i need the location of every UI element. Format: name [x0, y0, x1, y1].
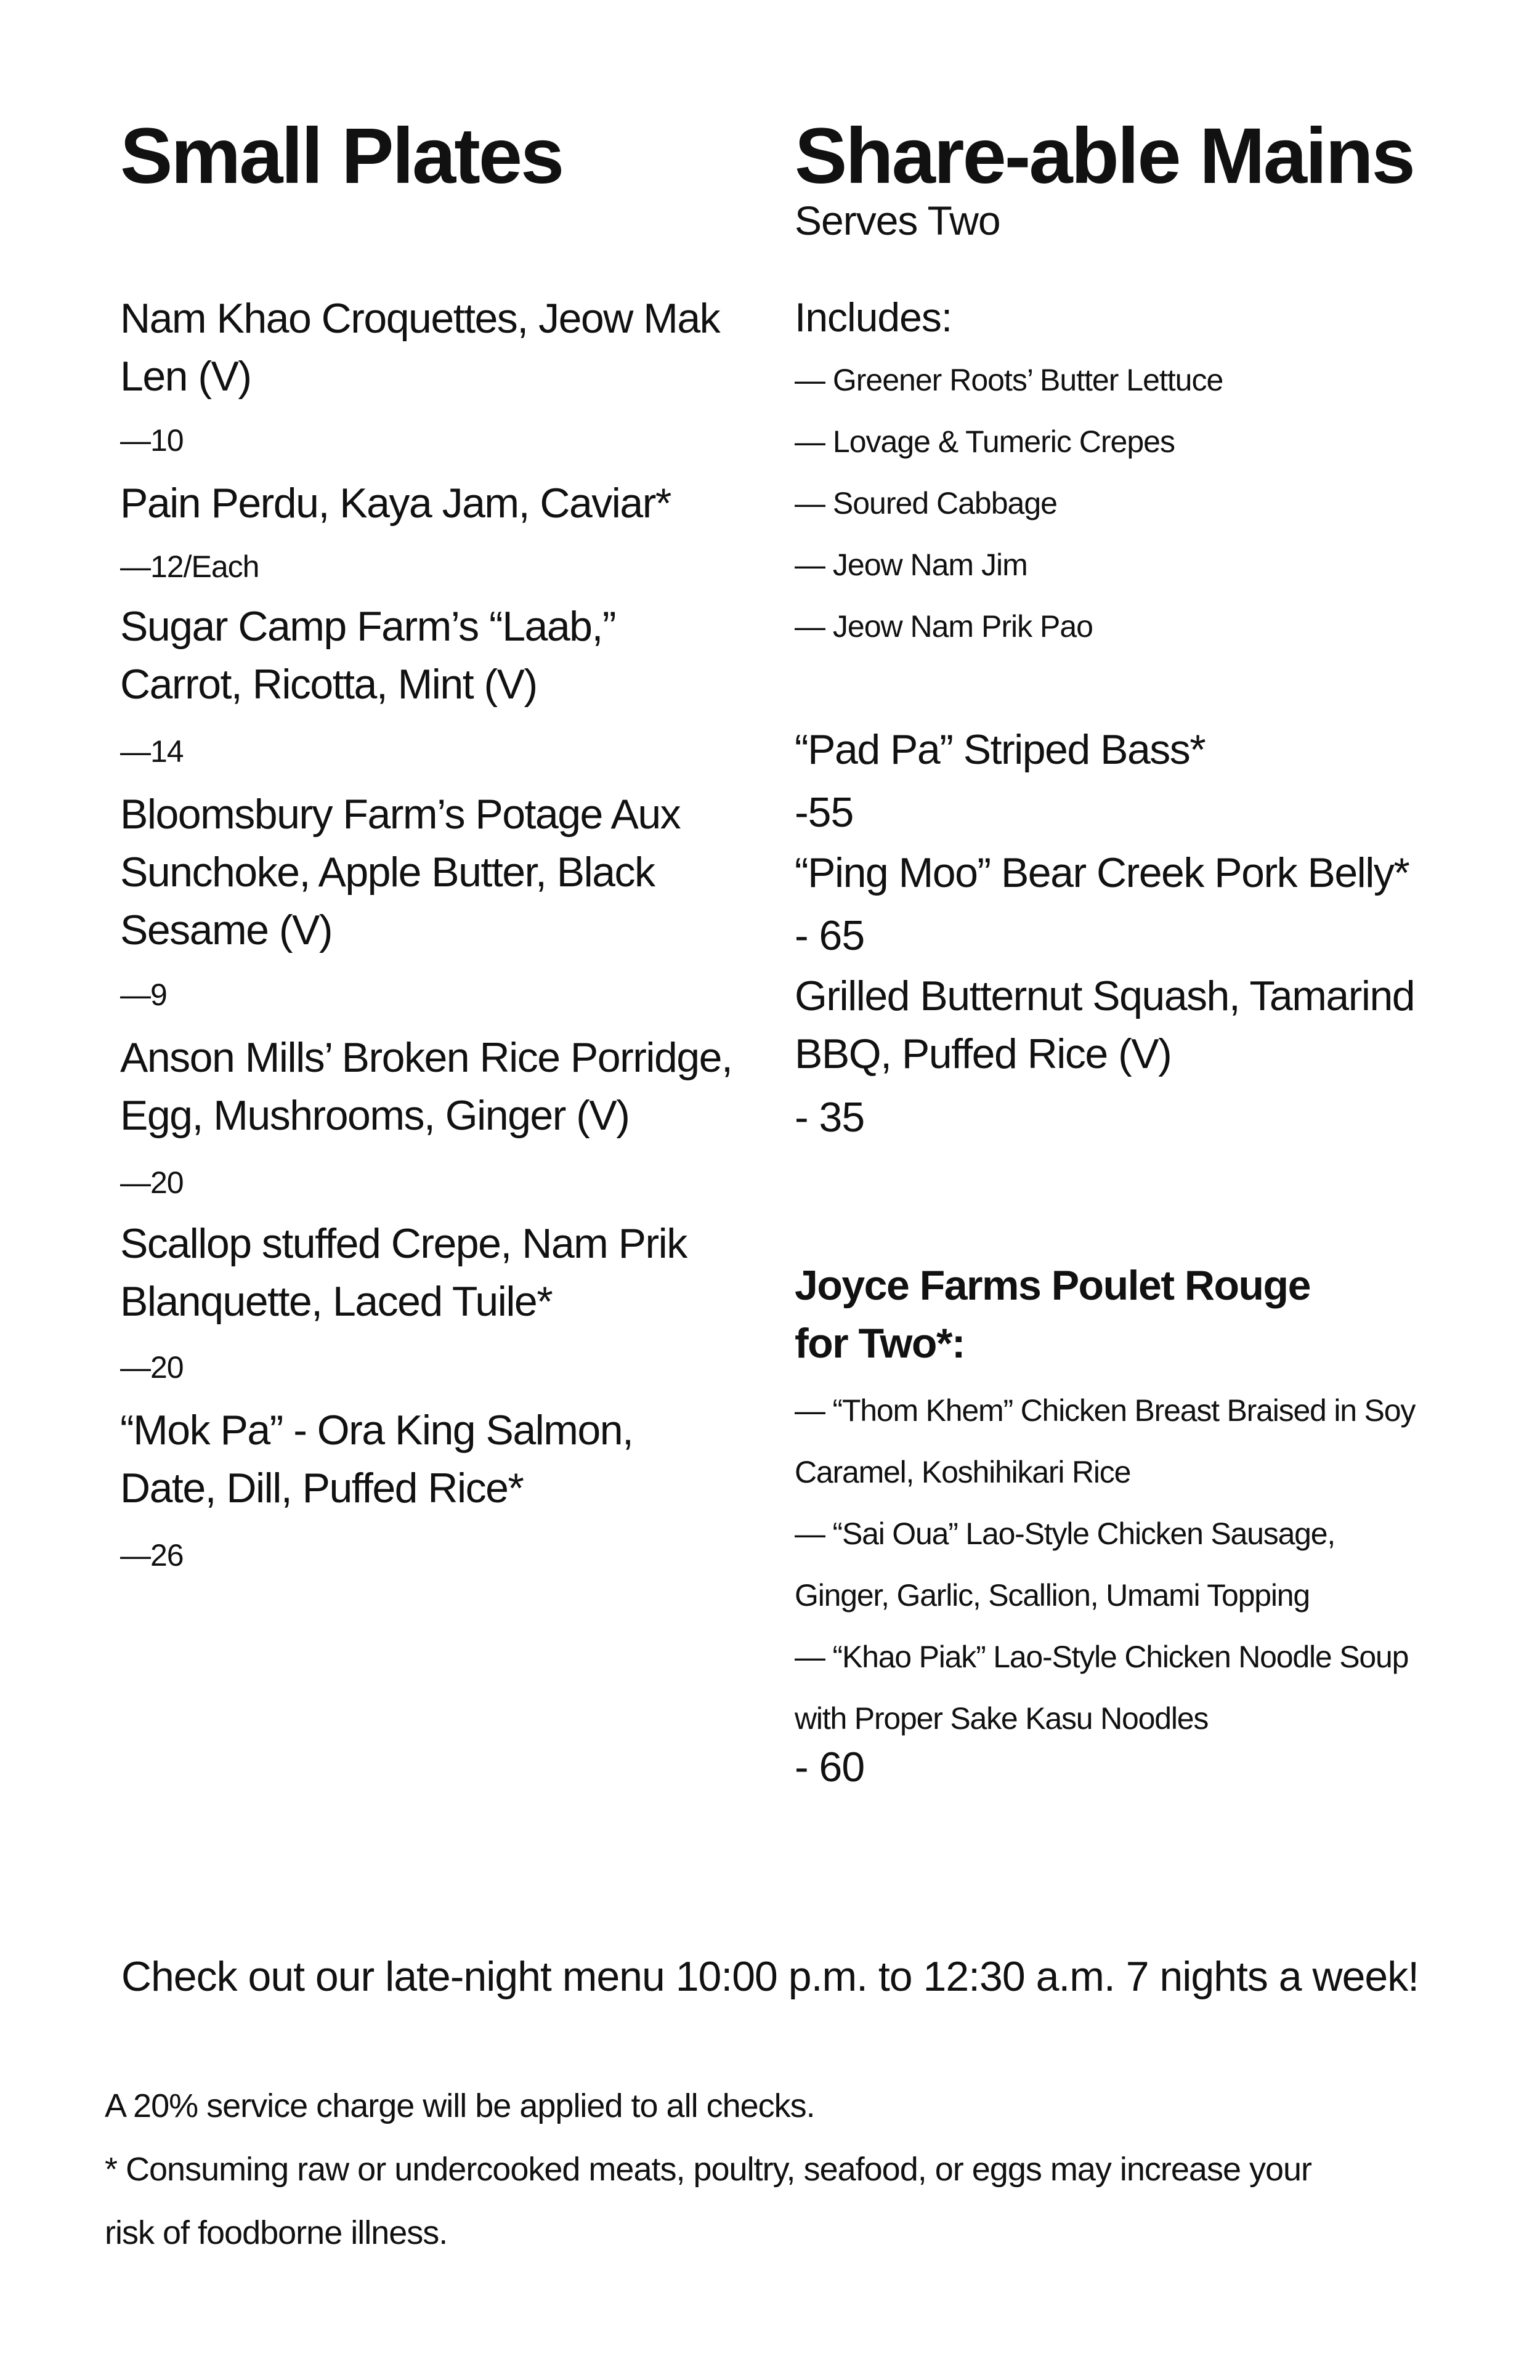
- menu-item-name: “Mok Pa” - Ora King Salmon, Date, Dill, Puffed Rice*: [120, 1407, 633, 1512]
- feature-detail: — “Sai Oua” Lao-Style Chicken Sausage, Ginger, Garlic, Scallion, Umami Topping: [795, 1516, 1335, 1613]
- menu-item-name: Nam Khao Croquettes, Jeow Mak Len (V): [120, 295, 720, 400]
- late-night-notice: Check out our late-night menu 10:00 p.m. to 12:30 a.m. 7 nights a week!: [121, 1953, 1419, 2000]
- menu-item-price: —12/Each: [120, 549, 259, 584]
- small-plates-title: Small Plates: [120, 112, 563, 200]
- main-item-name: “Pad Pa” Striped Bass*: [795, 726, 1206, 773]
- mains-title: Share-able Mains: [795, 112, 1414, 200]
- includes-item: — Lovage & Tumeric Crepes: [795, 424, 1175, 459]
- main-item-price: -55: [795, 789, 854, 836]
- menu-item-name: Pain Perdu, Kaya Jam, Caviar*: [120, 480, 671, 527]
- menu-item-price: —10: [120, 423, 184, 458]
- menu-item-name: Anson Mills’ Broken Rice Porridge, Egg, Mushrooms, Ginger (V): [120, 1034, 732, 1139]
- menu-item-price: —26: [120, 1538, 184, 1572]
- includes-item: — Jeow Nam Prik Pao: [795, 609, 1093, 644]
- menu-item-price: —14: [120, 734, 184, 769]
- mains-subtitle: Serves Two: [795, 198, 1000, 243]
- menu-item-price: —20: [120, 1350, 184, 1385]
- menu-item-price: —9: [120, 977, 167, 1012]
- main-item-price: - 65: [795, 912, 865, 959]
- includes-item: — Soured Cabbage: [795, 486, 1057, 520]
- feature-detail: — “Khao Piak” Lao-Style Chicken Noodle Soup with Proper Sake Kasu Noodles: [795, 1640, 1409, 1736]
- feature-price: - 60: [795, 1744, 865, 1791]
- menu-item-name: Scallop stuffed Crepe, Nam Prik Blanquette, Laced Tuile*: [120, 1220, 687, 1325]
- service-charge-note: A 20% service charge will be applied to all checks.: [105, 2087, 815, 2124]
- main-item-name: “Ping Moo” Bear Creek Pork Belly*: [795, 849, 1409, 896]
- menu-item-name: Bloomsbury Farm’s Potage Aux Sunchoke, Apple Butter, Black Sesame (V): [120, 791, 681, 953]
- includes-item: — Greener Roots’ Butter Lettuce: [795, 363, 1223, 397]
- main-item-price: - 35: [795, 1094, 865, 1141]
- feature-detail: — “Thom Khem” Chicken Breast Braised in Soy Caramel, Koshihikari Rice: [795, 1393, 1416, 1489]
- includes-item: — Jeow Nam Jim: [795, 548, 1027, 582]
- menu-item-name: Sugar Camp Farm’s “Laab,” Carrot, Ricotta, Mint (V): [120, 603, 615, 708]
- main-item-name: Grilled Butternut Squash, Tamarind BBQ, Puffed Rice (V): [795, 973, 1415, 1077]
- food-safety-disclaimer: * Consuming raw or undercooked meats, poultry, seafood, or eggs may increase your: [105, 2151, 1312, 2188]
- includes-label: Includes:: [795, 294, 952, 340]
- food-safety-disclaimer-cont: risk of foodborne illness.: [105, 2214, 448, 2251]
- feature-title: Joyce Farms Poulet Rouge for Two*:: [795, 1262, 1310, 1367]
- menu-item-price: —20: [120, 1165, 184, 1200]
